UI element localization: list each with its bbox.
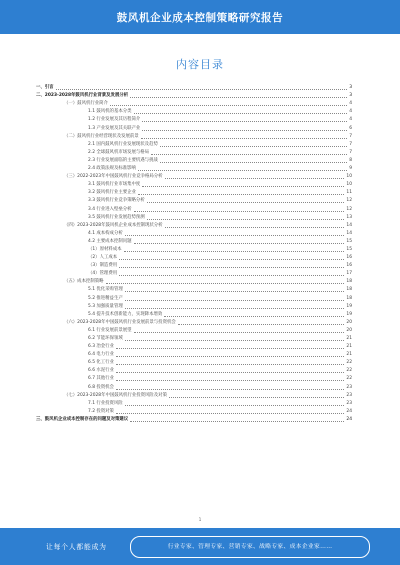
toc-leader-dots — [125, 405, 345, 406]
toc-leader-dots — [134, 243, 345, 244]
toc-entry-text: 3.5 鼓风机行业发展趋势预测 — [88, 214, 145, 220]
toc-entry-page: 20 — [346, 327, 352, 333]
toc-entry[interactable] — [36, 327, 352, 335]
toc-entry-page: 21 — [346, 344, 352, 350]
toc-entry-text: 1.2 行业发展及其历程简介 — [88, 117, 141, 123]
toc-entry-text: 3.1 鼓风机行业市场集中度 — [88, 182, 141, 188]
toc-entry-text: 二、2023-2028年鼓风机行业背景及发展分析 — [36, 93, 129, 99]
toc-leader-dots — [178, 324, 345, 325]
page-number: 1 — [198, 517, 202, 522]
toc-entry-page: 18 — [346, 287, 352, 293]
toc-entry-page: 15 — [346, 246, 352, 252]
toc-leader-dots — [119, 267, 344, 268]
toc-entry-page: 10 — [346, 174, 352, 180]
toc-entry-page: 3 — [349, 93, 352, 99]
toc-entry-text: 1.3 产业发展及其关联产业 — [88, 125, 141, 131]
toc-entry-text: 2.2 全球鼓风机市场发展与格局 — [88, 149, 150, 155]
toc-entry-page: 24 — [346, 416, 352, 422]
toc-entry-page: 14 — [346, 222, 352, 228]
toc-entry-text: 6.4 电力行业 — [88, 352, 114, 358]
toc-entry-text: （4）管理费用 — [88, 271, 118, 277]
toc-leader-dots — [125, 235, 345, 236]
toc-entry[interactable] — [36, 383, 352, 391]
toc-leader-dots — [110, 105, 347, 106]
toc-leader-dots — [106, 283, 345, 284]
toc-leader-dots — [134, 332, 345, 333]
toc-leader-dots — [116, 348, 344, 349]
toc-entry-text: （一）鼓风机行业简介 — [64, 101, 108, 107]
toc-entry[interactable] — [36, 319, 352, 327]
toc-leader-dots — [164, 316, 344, 317]
toc-entry[interactable] — [36, 351, 352, 359]
toc-entry-text: 5.2 推进精益生产 — [88, 295, 123, 301]
footer-slogan: 让每个人都能成为 — [46, 543, 107, 551]
toc-entry-text: 5.3 加强质量管理 — [88, 303, 123, 309]
toc-leader-dots — [130, 421, 344, 422]
toc-leader-dots — [142, 121, 347, 122]
toc-entry-text: 2.3 行业发展面临的主要机遇与挑战 — [88, 157, 158, 163]
toc-leader-dots — [119, 275, 344, 276]
toc-entry-text: 6.1 行业发展前景展望 — [88, 327, 132, 333]
toc-entry[interactable] — [36, 214, 352, 222]
toc-entry-page: 6 — [349, 125, 352, 131]
toc-leader-dots — [138, 170, 347, 171]
toc-entry-text: 6.6 水泥行业 — [88, 368, 114, 374]
toc-entry-text: 3.4 行业进入壁垒分析 — [88, 206, 132, 212]
toc-entry-page: 20 — [346, 319, 352, 325]
toc-entry-page: 23 — [346, 384, 352, 390]
toc-entry-page: 22 — [346, 360, 352, 366]
toc-entry-page: 16 — [346, 263, 352, 269]
toc-entry[interactable] — [36, 124, 352, 132]
toc-entry[interactable] — [36, 189, 352, 197]
toc-leader-dots — [116, 413, 344, 414]
report-title: 鼓风机企业成本控制策略研究报告 — [116, 11, 284, 24]
toc-leader-dots — [124, 251, 345, 252]
toc-entry-text: 7.1 行业投资风险 — [88, 400, 123, 406]
toc-entry[interactable] — [36, 294, 352, 302]
toc-entry-text: 2.4 政策法规及标准影响 — [88, 166, 136, 172]
toc-leader-dots — [134, 113, 348, 114]
footer-bar — [0, 528, 400, 565]
toc-entry[interactable] — [36, 84, 352, 92]
toc-entry-page: 14 — [346, 230, 352, 236]
toc-leader-dots — [142, 186, 344, 187]
toc-entry[interactable] — [36, 222, 352, 230]
toc-entry-text: 6.5 化工行业 — [88, 360, 114, 366]
toc-entry[interactable] — [36, 181, 352, 189]
toc-entry-text: 4.1 成本构成分析 — [88, 230, 123, 236]
toc-entry[interactable] — [36, 335, 352, 343]
toc-entry-page: 11 — [346, 190, 352, 196]
toc-leader-dots — [125, 291, 345, 292]
footer-tagline: 行业专家、管理专家、营销专家、战略专家、成本企业家…… — [130, 536, 370, 558]
toc-entry-page: 19 — [346, 311, 352, 317]
toc-leader-dots — [116, 372, 344, 373]
toc-entry-page: 12 — [346, 206, 352, 212]
toc-entry[interactable] — [36, 303, 352, 311]
toc-leader-dots — [169, 397, 344, 398]
toc-leader-dots — [165, 227, 345, 228]
toc-entry-page: 23 — [346, 400, 352, 406]
toc-entry-text: （3）制造费用 — [88, 263, 118, 269]
toc-entry-page: 3 — [349, 85, 352, 91]
toc-entry[interactable] — [36, 254, 352, 262]
toc-entry[interactable] — [36, 92, 352, 100]
toc-entry-page: 22 — [346, 368, 352, 374]
toc-entry-page: 21 — [346, 352, 352, 358]
toc-leader-dots — [142, 130, 347, 131]
toc-entry[interactable] — [36, 278, 352, 286]
toc-leader-dots — [130, 97, 347, 98]
toc-entry-page: 10 — [346, 182, 352, 188]
toc-entry-text: 3.3 鼓风机行业竞争策略分析 — [88, 198, 145, 204]
toc-entry[interactable] — [36, 416, 352, 424]
toc-entry[interactable] — [36, 246, 352, 254]
toc-leader-dots — [134, 211, 345, 212]
toc-entry-text: 6.3 冶金行业 — [88, 344, 114, 350]
toc-entry[interactable] — [36, 141, 352, 149]
toc-entry-text: 一、引言 — [36, 85, 54, 91]
table-of-contents — [36, 84, 352, 424]
toc-entry-text: 6.2 节能环保领域 — [88, 336, 123, 341]
toc-leader-dots — [125, 340, 345, 341]
toc-entry-text: （1）原材料成本 — [88, 246, 122, 252]
toc-entry-text: （七）2023-2028年中国鼓风机行业投资风险及对策 — [64, 392, 167, 398]
toc-entry-page: 9 — [349, 166, 352, 172]
toc-leader-dots — [141, 138, 348, 139]
toc-entry-text: 5.1 优化采购管理 — [88, 287, 123, 293]
toc-entry[interactable] — [36, 133, 352, 141]
toc-entry-page: 18 — [346, 295, 352, 301]
toc-leader-dots — [116, 389, 344, 390]
toc-entry[interactable] — [36, 230, 352, 238]
toc-entry-text: （四）2023-2028年鼓风机企业成本控制现状分析 — [64, 222, 163, 228]
toc-leader-dots — [165, 178, 345, 179]
toc-leader-dots — [56, 89, 348, 90]
toc-entry-page: 4 — [349, 109, 352, 115]
toc-entry-page: 13 — [346, 214, 352, 220]
toc-entry-text: 7.2 投资对策 — [88, 408, 114, 414]
toc-entry-page: 19 — [346, 303, 352, 309]
toc-leader-dots — [160, 162, 347, 163]
toc-entry-text: 6.7 其他行业 — [88, 376, 114, 382]
toc-entry-page: 24 — [346, 408, 352, 414]
toc-entry[interactable] — [36, 367, 352, 375]
toc-leader-dots — [116, 380, 344, 381]
toc-entry[interactable] — [36, 197, 352, 205]
toc-entry-text: （五）成本控制策略 — [64, 279, 104, 285]
toc-entry-page: 15 — [346, 238, 352, 244]
toc-entry[interactable] — [36, 165, 352, 173]
toc-entry[interactable] — [36, 408, 352, 416]
toc-entry[interactable] — [36, 149, 352, 157]
toc-entry[interactable] — [36, 375, 352, 383]
toc-entry-text: （三）2022-2023年中国鼓风机行业竞争格局分析 — [64, 174, 163, 180]
toc-entry-page: 7 — [349, 149, 352, 155]
toc-entry[interactable] — [36, 270, 352, 278]
toc-entry-text: 三、鼓风机企业成本控制存在的问题及对策建议 — [36, 416, 129, 422]
toc-leader-dots — [147, 202, 345, 203]
toc-entry-page: 4 — [349, 101, 352, 107]
toc-entry[interactable] — [36, 311, 352, 319]
toc-entry-text: 3.2 鼓风机行业主要企业 — [88, 190, 136, 196]
toc-leader-dots — [119, 259, 344, 260]
toc-entry[interactable] — [36, 286, 352, 294]
toc-leader-dots — [151, 154, 347, 155]
toc-leader-dots — [125, 308, 345, 309]
toc-leader-dots — [116, 364, 344, 365]
toc-entry[interactable] — [36, 116, 352, 124]
toc-entry-text: 1.1 鼓风机的基本分类 — [88, 109, 132, 115]
toc-entry-text: （2）人工成本 — [88, 255, 118, 261]
toc-entry[interactable] — [36, 359, 352, 367]
toc-entry[interactable] — [36, 400, 352, 408]
toc-entry-text: 5.4 提升技术创新能力，实现降本增效 — [88, 311, 163, 317]
toc-entry-text: （六）2023-2028年中国鼓风机行业发展前景与投资机会 — [64, 319, 176, 325]
toc-entry[interactable] — [36, 100, 352, 108]
toc-entry[interactable] — [36, 392, 352, 400]
toc-entry[interactable] — [36, 173, 352, 181]
toc-entry[interactable] — [36, 157, 352, 165]
toc-entry-page: 21 — [346, 336, 352, 341]
toc-entry[interactable] — [36, 205, 352, 213]
toc-entry[interactable] — [36, 262, 352, 270]
toc-entry-page: 4 — [349, 117, 352, 123]
toc-entry[interactable] — [36, 343, 352, 351]
toc-entry-page: 16 — [346, 255, 352, 261]
toc-leader-dots — [160, 146, 347, 147]
toc-entry-page: 22 — [346, 376, 352, 382]
toc-entry-page: 23 — [346, 392, 352, 398]
toc-entry-text: 2.1 国内鼓风机行业发展现状及趋势 — [88, 141, 158, 147]
toc-entry[interactable] — [36, 238, 352, 246]
toc-leader-dots — [125, 300, 345, 301]
toc-entry-text: 6.8 投资机会 — [88, 384, 114, 390]
toc-leader-dots — [147, 219, 345, 220]
toc-entry-page: 17 — [346, 271, 352, 277]
toc-entry-page: 7 — [349, 133, 352, 139]
toc-entry-text: 4.2 主要成本控制问题 — [88, 238, 132, 244]
toc-heading: 内容目录 — [176, 58, 224, 71]
toc-leader-dots — [116, 356, 344, 357]
toc-entry-page: 12 — [346, 198, 352, 204]
toc-entry-page: 8 — [349, 157, 352, 163]
report-header-bar — [0, 0, 400, 34]
toc-entry-page: 7 — [349, 141, 352, 147]
toc-entry-page: 18 — [346, 279, 352, 285]
toc-entry-text: （二）鼓风机行业经营现状及发展前景 — [64, 133, 139, 139]
toc-entry[interactable] — [36, 108, 352, 116]
toc-leader-dots — [138, 194, 345, 195]
